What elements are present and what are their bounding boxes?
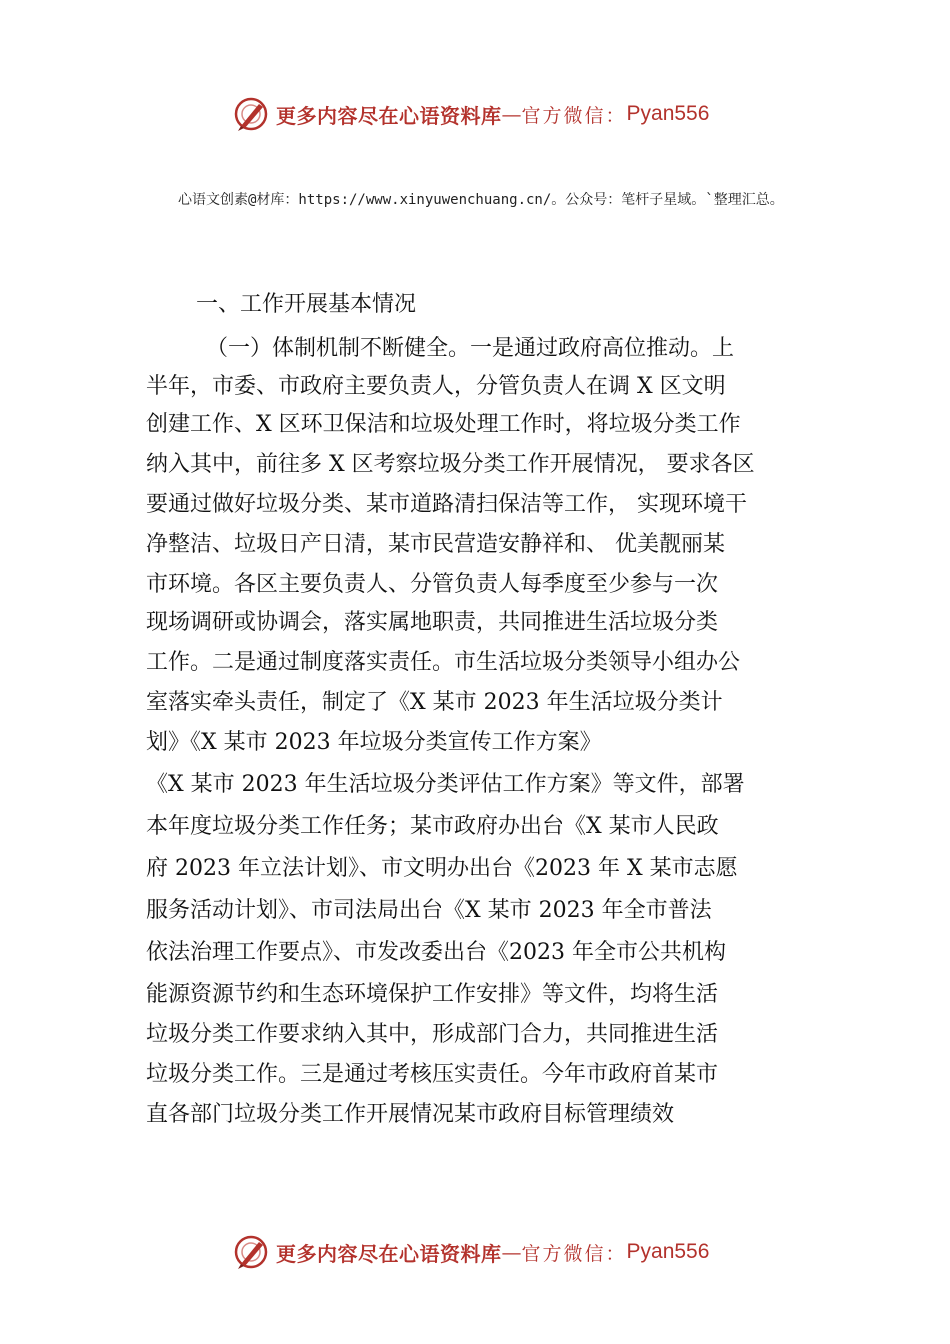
body-line: 《X 某市 2023 年生活垃圾分类评估工作方案》等文件，部署	[146, 772, 745, 797]
body-line: 创建工作、X 区环卫保洁和垃圾处理工作时，将垃圾分类工作	[146, 412, 741, 437]
body-line: 半年，市委、市政府主要负责人，分管负责人在调 X 区文明	[146, 374, 726, 399]
body-line: 依法治理工作要点》、市发改委出台《2023 年全市公共机构	[146, 940, 726, 965]
body-line: 本年度垃圾分类工作任务；某市政府办出台《X 某市人民政	[146, 814, 719, 839]
body-line: 净整洁、垃圾日产日清，某市民营造安静祥和、 优美靓丽某	[146, 532, 725, 557]
body-line: 府 2023 年立法计划》、市文明办出台《2023 年 X 某市志愿	[146, 856, 738, 881]
body-line: 服务活动计划》、市司法局出台《X 某市 2023 年全市普法	[146, 898, 712, 923]
body-line: （一）体制机制不断健全。一是通过政府高位推动。上	[206, 336, 735, 361]
section-heading: 一、工作开展基本情况	[196, 292, 417, 317]
pen-circle-logo-icon	[232, 95, 270, 133]
body-line: 要通过做好垃圾分类、某市道路清扫保洁等工作， 实现环境干	[146, 492, 747, 517]
body-line: 纳入其中，前往多 X 区考察垃圾分类工作开展情况， 要求各区	[146, 452, 755, 477]
body-line: 直各部门垃圾分类工作开展情况某市政府目标管理绩效	[146, 1102, 675, 1127]
banner-wechat-id: Pyan556	[626, 102, 710, 125]
body-line: 能源资源节约和生态环境保护工作安排》等文件，均将生活	[146, 982, 719, 1007]
body-line: 现场调研或协调会，落实属地职责，共同推进生活垃圾分类	[146, 610, 719, 635]
banner-wechat-label: 官方微信：	[521, 104, 627, 127]
body-line: 划》《X 某市 2023 年垃圾分类宣传工作方案》	[146, 730, 602, 755]
footer-banner	[232, 1232, 709, 1272]
banner-title: 更多内容尽在心语资料库	[276, 103, 502, 128]
source-note: 心语文创素@材库：https://www.xinyuwenchuang.cn/。公众号：笔杆子星域。`整理汇总。	[178, 192, 784, 208]
body-line: 市环境。各区主要负责人、分管负责人每季度至少参与一次	[146, 572, 719, 597]
banner-wechat-id: Pyan556	[626, 1240, 710, 1263]
banner-title: 更多内容尽在心语资料库	[276, 1241, 502, 1266]
body-line: 垃圾分类工作要求纳入其中，形成部门合力，共同推进生活	[146, 1022, 719, 1047]
body-line: 室落实牵头责任，制定了《X 某市 2023 年生活垃圾分类计	[146, 690, 723, 715]
banner-wechat-label: 官方微信：	[521, 1242, 627, 1265]
banner-dash: —	[501, 1240, 522, 1264]
body-line: 垃圾分类工作。三是通过考核压实责任。今年市政府首某市	[146, 1062, 719, 1087]
body-line: 工作。二是通过制度落实责任。市生活垃圾分类领导小组办公	[146, 650, 741, 675]
header-banner	[232, 94, 709, 134]
pen-circle-logo-icon	[232, 1233, 270, 1271]
banner-dash: —	[501, 102, 522, 126]
